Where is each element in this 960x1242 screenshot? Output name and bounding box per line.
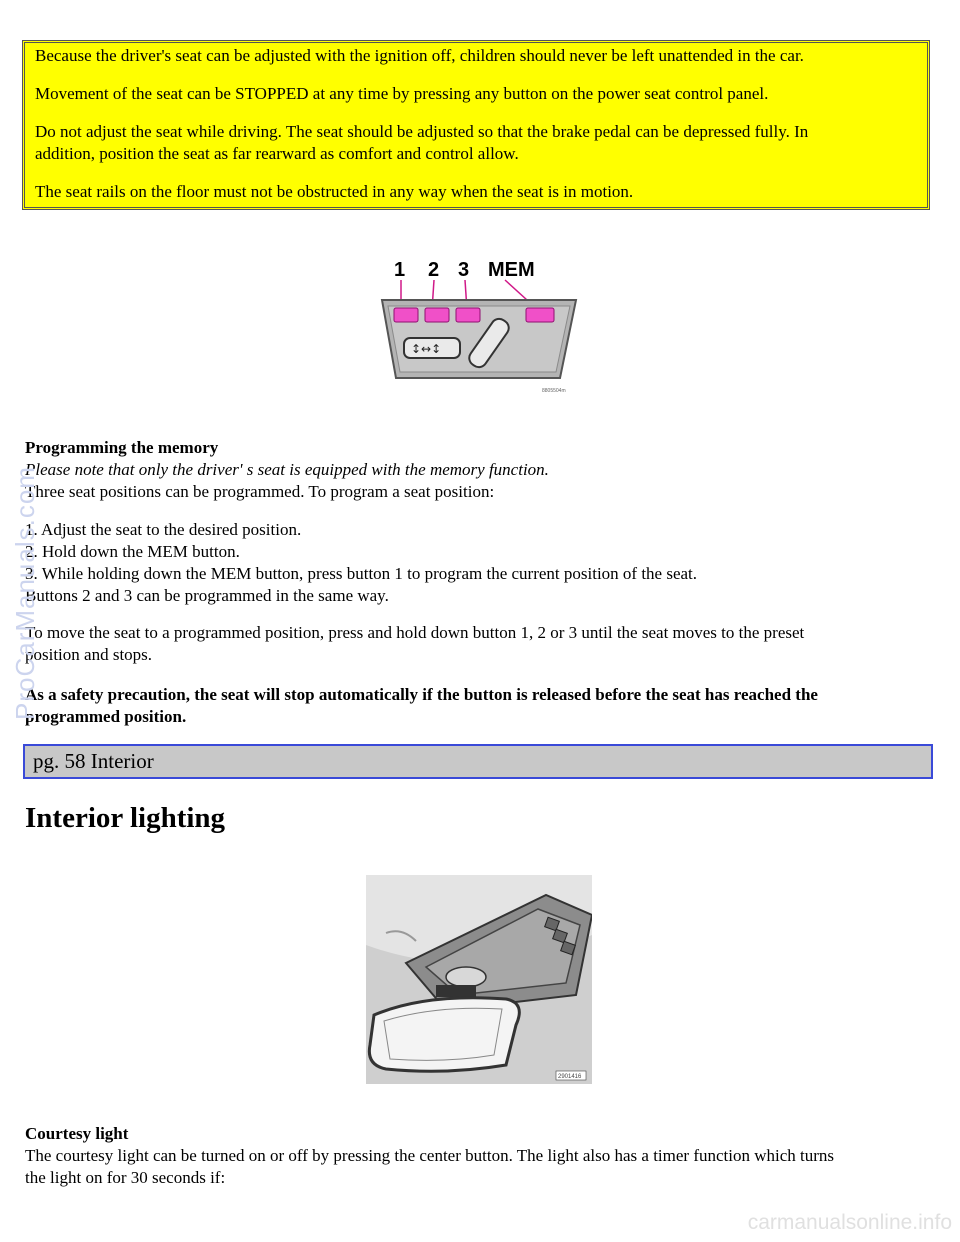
step-1: 1. Adjust the seat to the desired position.: [25, 520, 302, 539]
warning-text-2: Movement of the seat can be STOPPED at any time by pressing any button on the power seat control panel.: [35, 84, 769, 103]
warning-text-3: Do not adjust the seat while driving. The seat should be adjusted so that the brake pedal can be depressed fully. In addition, position the seat as far rearward as comfort and control allow.: [35, 122, 809, 163]
warning-box: [22, 40, 930, 210]
label-button-3: 3: [458, 259, 470, 281]
courtesy-light-illustration: [366, 875, 592, 1084]
label-button-1: 1: [394, 259, 406, 281]
buttons-same-text: Buttons 2 and 3 can be programmed in the same way.: [25, 586, 389, 605]
courtesy-lamp: [446, 967, 486, 987]
step-2: 2. Hold down the MEM button.: [25, 542, 240, 561]
svg-text:↕↔↕: ↕↔↕: [411, 342, 442, 356]
label-mem: MEM: [488, 259, 535, 281]
memory-button-1: [394, 308, 418, 322]
memory-note: Please note that only the driver' s seat is equipped with the memory function.: [25, 460, 549, 479]
page-number-bar: pg. 58 Interior: [23, 744, 933, 779]
memory-button-3: [456, 308, 480, 322]
mem-button: [526, 308, 554, 322]
memory-button-2: [425, 308, 449, 322]
figure-code: 2901416: [558, 1074, 582, 1080]
courtesy-text-2: the light on for 30 seconds if:: [25, 1168, 226, 1187]
move-seat-text-1: To move the seat to a programmed position, press and hold down button 1, 2 or 3 until the seat moves to the preset: [25, 623, 805, 642]
footer-watermark: carmanualsonline.info: [747, 1211, 952, 1234]
memory-intro: Three seat positions can be programmed. To program a seat position:: [25, 482, 495, 501]
memory-heading: Programming the memory: [25, 438, 219, 457]
move-seat-text-2: position and stops.: [25, 645, 153, 664]
courtesy-text-1: The courtesy light can be turned on or off by pressing the center button. The light also has a timer function which turns: [25, 1146, 835, 1165]
label-button-2: 2: [428, 259, 440, 281]
seat-memory-panel-illustration: [370, 252, 592, 398]
courtesy-heading: Courtesy light: [25, 1124, 129, 1143]
safety-text-2: programmed position.: [25, 707, 187, 726]
step-3: 3. While holding down the MEM button, press button 1 to program the current position of the seat.: [25, 564, 698, 583]
watermark: ProCarManuals.com: [10, 466, 40, 720]
figure-code: 8805504m: [542, 388, 566, 394]
safety-text-1: As a safety precaution, the seat will stop automatically if the button is released before the seat has reached the: [25, 685, 818, 704]
warning-text-1: Because the driver's seat can be adjusted with the ignition off, children should never be left unattended in the car.: [35, 46, 804, 65]
warning-text-4: The seat rails on the floor must not be obstructed in any way when the seat is in motion.: [35, 182, 634, 201]
section-title: Interior lighting: [25, 802, 226, 834]
